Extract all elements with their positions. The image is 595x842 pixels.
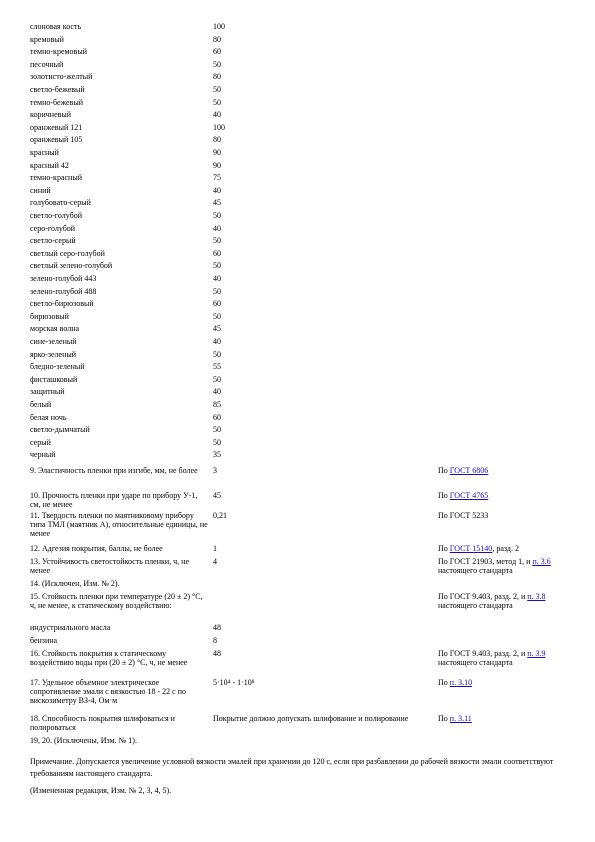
color-name-cell: светло-дымчатый (30, 425, 90, 435)
gloss-value-cell: 80 (213, 34, 221, 44)
gloss-value-cell: 80 (213, 135, 221, 145)
gloss-value-cell: 45 (213, 324, 221, 334)
gloss-value-cell: 50 (213, 59, 221, 69)
gloss-value-cell: 50 (213, 97, 221, 107)
test-method-cell (438, 544, 573, 553)
gloss-value-cell: 40 (213, 274, 221, 283)
gloss-value-cell: 60 (213, 47, 221, 57)
requirement-cell: 19, 20. (Исключены, Изм. № 1). (30, 736, 137, 745)
requirement-cell: 14. (Исключен, Изм. № 2). (30, 579, 120, 588)
test-method-text: По (438, 466, 450, 475)
gloss-value-cell: 50 (213, 437, 221, 447)
test-method-suffix: , разд. 2 (492, 544, 519, 553)
standard-link[interactable]: п. 3.9 (527, 649, 546, 658)
test-method-cell (438, 491, 573, 500)
gloss-value-cell: 50 (213, 286, 221, 296)
color-name-cell: песочный (30, 59, 64, 69)
color-name-cell: белая ночь (30, 412, 67, 422)
gloss-value-cell: 50 (213, 211, 221, 220)
color-name-cell: светлый серо-голубой (30, 248, 105, 258)
color-name-cell: морская волна (30, 324, 80, 334)
norm-cell: 4 (213, 557, 217, 566)
requirement-cell: 16. Стойкость покрытия к статическому воздействию воды при (20 ± 2) °С, ч, не менее (30, 649, 188, 667)
standard-link[interactable]: п. 3.8 (527, 592, 546, 601)
color-name-cell: фисташковый (30, 374, 78, 384)
standard-link[interactable]: п. 3.11 (449, 714, 472, 723)
color-name-cell: ярко-зеленый (30, 349, 77, 359)
gloss-value-cell: 50 (213, 374, 221, 384)
gloss-value-cell: 55 (213, 362, 221, 372)
color-name-cell: темно-бежевый (30, 97, 83, 107)
test-method-text: По ГОСТ 9.403, разд. 2, и (438, 649, 528, 658)
norm-cell: 3 (213, 466, 217, 475)
gloss-value-cell: 40 (213, 110, 221, 120)
norm-cell: 1 (213, 544, 217, 553)
gloss-value-cell: 50 (213, 311, 221, 321)
requirement-cell: индустриального масла (30, 623, 111, 632)
standard-link[interactable]: п. 3.6 (532, 557, 551, 566)
requirement-cell: 13. Устойчивость светостойкость пленки, ч, не менее (30, 557, 189, 575)
gloss-value-cell: 40 (213, 387, 221, 397)
color-name-cell: слоновая кость (30, 22, 82, 31)
norm-cell: 8 (213, 636, 217, 645)
color-name-cell: черный (30, 450, 56, 460)
color-name-cell: голубовато-серый (30, 198, 91, 208)
norm-cell: 0,21 (213, 511, 227, 520)
gloss-value-cell: 60 (213, 412, 221, 422)
requirement-cell: 17. Удельное объемное электрическое сопротивление эмали с вязкостью 18 - 22 с по вискозиметру ВЗ-4, Ом·м (30, 678, 187, 705)
test-method-cell (438, 714, 573, 723)
requirement-cell: 12. Адгезия покрытия, баллы, не более (30, 544, 163, 553)
color-name-cell: бледно-зеленый (30, 362, 85, 372)
test-method-text: По ГОСТ 9.403, разд. 2, и (438, 592, 528, 601)
test-method-cell (438, 678, 573, 687)
norm-cell: 5·10⁴ - 1·10⁸ (213, 678, 255, 687)
color-name-cell: красный (30, 148, 59, 157)
gloss-value-cell: 90 (213, 160, 221, 170)
test-method-suffix: настоящего стандарта (438, 658, 513, 667)
color-name-cell: светло-бирюзовый (30, 299, 94, 309)
color-name-cell: золотисто-желтый (30, 72, 93, 82)
gloss-value-cell: 40 (213, 223, 221, 233)
test-method-text: По ГОСТ 5233 (438, 511, 489, 520)
color-name-cell: сине-зеленый (30, 337, 77, 346)
gloss-value-cell: 50 (213, 349, 221, 359)
gloss-value-cell: 50 (213, 236, 221, 246)
test-method-text: По (438, 491, 450, 500)
test-method-cell (438, 649, 573, 667)
test-method-cell (438, 511, 573, 520)
color-name-cell: кремовый (30, 34, 64, 44)
color-name-cell: серо-голубой (30, 223, 76, 233)
test-method-text: По (438, 714, 450, 723)
requirement-cell: бензина (30, 636, 58, 645)
color-name-cell: темно-красный (30, 173, 82, 183)
color-name-cell: синий (30, 185, 51, 195)
requirement-cell: 10. Прочность пленки при ударе по прибору У-1, см, не менее (30, 491, 198, 509)
gloss-value-cell: 100 (213, 122, 225, 132)
color-name-cell: серый (30, 437, 51, 447)
gloss-value-cell: 100 (213, 22, 225, 31)
gloss-value-cell: 40 (213, 337, 221, 346)
test-method-suffix: настоящего стандарта (438, 601, 513, 610)
norm-cell: Покрытие должно допускать шлифование и полирование (213, 714, 409, 723)
test-method-suffix: настоящего стандарта (438, 566, 513, 575)
color-name-cell: бирюзовый (30, 311, 69, 321)
color-name-cell: светло-бежевый (30, 85, 85, 94)
gloss-value-cell: 50 (213, 85, 221, 94)
standard-link[interactable]: п. 3.10 (449, 678, 473, 687)
color-name-cell: светлый зелено-голубой (30, 261, 113, 271)
color-name-cell: темно-кремовый (30, 47, 87, 57)
gloss-value-cell: 50 (213, 425, 221, 435)
gloss-value-cell: 45 (213, 198, 221, 208)
color-name-cell: защитный (30, 387, 65, 397)
color-name-cell: светло-серый (30, 236, 76, 246)
gloss-value-cell: 50 (213, 261, 221, 271)
color-name-cell: зелено-голубой 443 (30, 274, 97, 283)
test-method-cell (438, 466, 573, 475)
color-name-cell: коричневый (30, 110, 72, 120)
note-paragraph: Примечание. Допускается увеличение условной вязкости эмалей при хранении до 120 с, если при разбавлении до рабочей вязкости эмали соответствуют требованиям настоящего стандарта. (30, 757, 554, 778)
norm-cell: 45 (213, 491, 221, 500)
standard-link[interactable]: ГОСТ 4765 (449, 491, 489, 500)
color-name-cell: белый (30, 400, 52, 409)
gloss-value-cell: 90 (213, 148, 221, 157)
color-name-cell: светло-голубой (30, 211, 82, 220)
test-method-text: По (438, 544, 450, 553)
color-name-cell: оранжевый 105 (30, 135, 83, 145)
gloss-value-cell: 60 (213, 248, 221, 258)
norm-cell: 48 (213, 623, 221, 632)
requirement-cell: 15. Стойкость пленки при температуре (20 ± 2) °С, ч, не менее, к статическому воздействию: (30, 592, 203, 610)
gloss-value-cell: 35 (213, 450, 221, 460)
color-name-cell: оранжевый 121 (30, 122, 83, 132)
requirement-cell: 11. Твердость пленки по маятниковому прибору типа ТМЛ (маятник А), относительные единицы, не менее (30, 511, 208, 538)
amendment-footer: (Измененная редакция, Изм. № 2, 3, 4, 5). (30, 786, 172, 795)
gloss-value-cell: 40 (213, 185, 221, 195)
gloss-value-cell: 85 (213, 400, 221, 409)
requirement-cell: 18. Способность покрытия шлифоваться и полироваться (30, 714, 175, 732)
norm-cell: 48 (213, 649, 221, 658)
standard-link[interactable]: ГОСТ 15140 (449, 544, 493, 553)
requirement-cell: 9. Эластичность пленки при изгибе, мм, не более (30, 466, 198, 475)
test-method-text: По ГОСТ 21903, метод 1, и (438, 557, 533, 566)
color-name-cell: красный 42 (30, 160, 69, 170)
test-method-cell (438, 592, 573, 610)
gloss-value-cell: 80 (213, 72, 221, 82)
color-name-cell: зелено-голубой 488 (30, 286, 97, 296)
test-method-text: По (438, 678, 450, 687)
gloss-value-cell: 75 (213, 173, 221, 183)
gloss-value-cell: 60 (213, 299, 221, 309)
test-method-cell (438, 557, 573, 575)
standard-link[interactable]: ГОСТ 6806 (449, 466, 489, 475)
